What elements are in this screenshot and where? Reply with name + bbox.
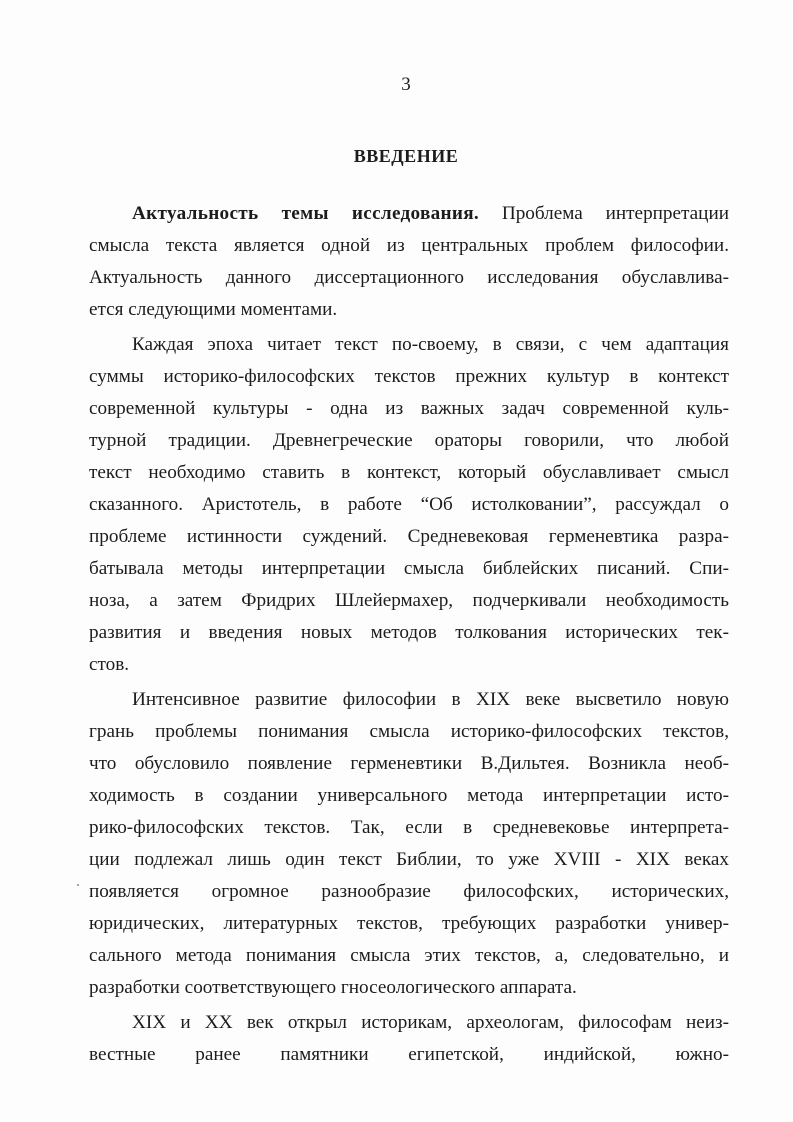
text-line: XIX и XX век открыл историкам, археологам, философам неиз-: [132, 1012, 729, 1033]
text-line: что обусловило появление герменевтики В.Дильтея. Возникла необ-: [89, 753, 729, 774]
text-line: текст необходимо ставить в контекст, который обуславливает смысл: [89, 462, 729, 483]
text-line: проблеме истинности суждений. Средневековая герменевтика разра-: [89, 526, 729, 547]
text-line: суммы историко-философских текстов прежних культур в контекст: [89, 366, 729, 387]
text-line: турной традиции. Древнегреческие ораторы говорили, что любой: [89, 430, 729, 451]
text-line: разработки соответствующего гносеологического аппарата.: [89, 977, 577, 998]
text-line: Каждая эпоха читает текст по-своему, в связи, с чем адаптация: [132, 334, 729, 355]
lead-phrase: Актуальность темы исследования.: [132, 203, 479, 224]
text-line: [89, 198, 729, 230]
text-line: смысла текста является одной из центральных проблем философии.: [89, 235, 729, 256]
section-heading: ВВЕДЕНИЕ: [353, 146, 459, 166]
text-line: появляется огромное разнообразие философских, исторических,: [89, 881, 729, 902]
text-line: ется следующими моментами.: [89, 299, 338, 320]
text-line: современной культуры - одна из важных задач современной куль-: [89, 398, 729, 419]
paragraph-epoch: [89, 329, 729, 681]
scan-speck: [77, 884, 79, 886]
text-line: ноза, а затем Фридрих Шлейермахер, подчеркивали необходимость: [89, 590, 729, 611]
paragraph-relevance: [89, 198, 729, 326]
paragraph-discoveries: [89, 1007, 729, 1071]
page-number: 3: [401, 74, 411, 95]
text-line: стов.: [89, 654, 130, 675]
text-line: ции подлежал лишь один текст Библии, то уже XVIII - XIX веках: [89, 849, 729, 870]
text-line: Интенсивное развитие философии в XIX веке высветило новую: [132, 689, 729, 710]
text-line: сказанного. Аристотель, в работе “Об истолковании”, рассуждал о: [89, 494, 729, 515]
paragraph-hermeneutics: [89, 684, 729, 1004]
body-text: [89, 198, 729, 1071]
text-line: ходимость в создании универсального метода интерпретации исто-: [89, 785, 729, 806]
text-line: Актуальность данного диссертационного исследования обуславлива-: [89, 267, 729, 288]
text-line: батывала методы интерпретации смысла библейских писаний. Спи-: [89, 558, 729, 579]
text-line: рико-философских текстов. Так, если в средневековье интерпрета-: [89, 817, 729, 838]
text-line: развития и введения новых методов толкования исторических тек-: [89, 622, 729, 643]
text-line: вестные ранее памятники египетской, индийской, южно-: [89, 1044, 729, 1065]
text-line: сального метода понимания смысла этих текстов, а, следовательно, и: [89, 945, 729, 966]
text-line: грань проблемы понимания смысла историко-философских текстов,: [89, 721, 729, 742]
text-line: юридических, литературных текстов, требующих разработки универ-: [89, 913, 729, 934]
text-fragment: Проблема интерпретации: [479, 203, 729, 224]
